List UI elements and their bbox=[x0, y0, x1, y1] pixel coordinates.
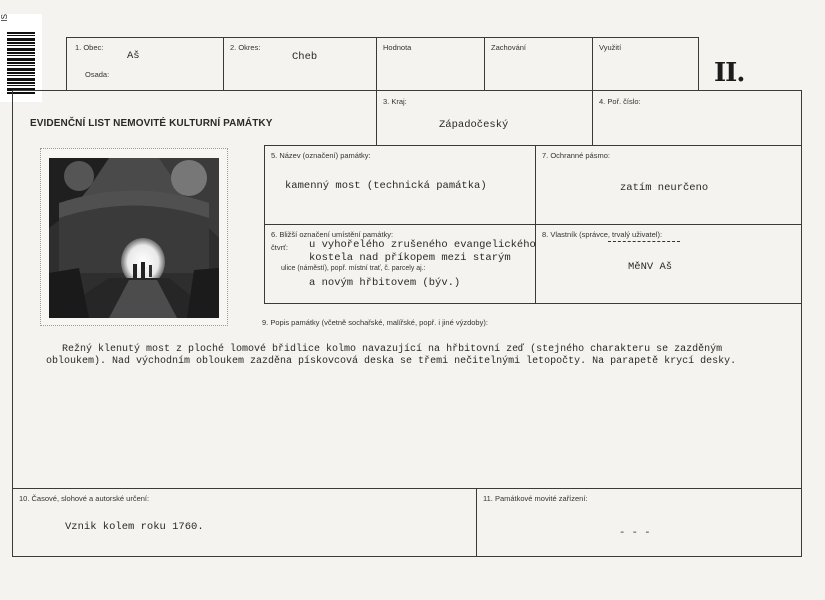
umisteni-cell bbox=[264, 224, 536, 304]
osada-label: Osada: bbox=[85, 70, 110, 79]
popis-label: 9. Popis památky (včetně sochařské, malířské, popř. i jiné výzdoby): bbox=[262, 318, 488, 327]
kraj-cell bbox=[376, 90, 593, 146]
por-cislo-label: 4. Poř. číslo: bbox=[599, 97, 641, 106]
movite-value: - - - bbox=[619, 527, 651, 539]
vlastnik-underline bbox=[608, 241, 680, 242]
kraj-label: 3. Kraj: bbox=[383, 97, 407, 106]
zachovani-cell bbox=[484, 37, 593, 91]
vyuziti-label: Využití bbox=[599, 43, 622, 52]
barcode-icon bbox=[7, 32, 35, 94]
popis-line-1: Režný klenutý most z ploché lomové břidlice kolmo navazující na hřbitovní zeď (stejného charakteru se zazděným bbox=[62, 344, 723, 355]
vlastnik-label: 8. Vlastník (správce, trvalý uživatel): bbox=[542, 230, 663, 239]
casove-label: 10. Časové, slohové a autorské určení: bbox=[19, 494, 150, 503]
ulice-label: ulice (náměstí), popř. místní trať, č. parcely aj.: bbox=[281, 265, 426, 272]
barcode-sticker bbox=[0, 14, 42, 102]
nazev-label: 5. Název (označení) památky: bbox=[271, 151, 371, 160]
vlastnik-value: MěNV Aš bbox=[628, 261, 673, 273]
form-title: EVIDENČNÍ LIST NEMOVITÉ KULTURNÍ PAMÁTKY bbox=[30, 118, 273, 129]
popis-line-2: obloukem). Nad východním obloukem zazděna pískovcová deska se třemi nečitelnými letopočty. Na parapetě krycí desky. bbox=[46, 356, 737, 367]
casove-value: Vznik kolem roku 1760. bbox=[65, 521, 204, 533]
okres-cell bbox=[223, 37, 377, 91]
hodnota-label: Hodnota bbox=[383, 43, 412, 52]
photo-frame bbox=[40, 148, 228, 326]
zachovani-label: Zachování bbox=[491, 43, 527, 52]
umisteni-label: 6. Bližší označení umístění památky: bbox=[271, 230, 394, 239]
casove-cell bbox=[12, 488, 477, 557]
barcode-text: IS bbox=[0, 14, 9, 22]
obec-value: Aš bbox=[127, 50, 140, 62]
ochranne-pasmo-label: 7. Ochranné pásmo: bbox=[542, 151, 610, 160]
hodnota-cell bbox=[376, 37, 485, 91]
ochranne-pasmo-cell bbox=[535, 145, 802, 225]
vyuziti-cell bbox=[592, 37, 699, 91]
por-cislo-cell bbox=[592, 90, 802, 146]
umisteni-line-3: a novým hřbitovem (býv.) bbox=[309, 277, 461, 289]
okres-value: Cheb bbox=[292, 51, 318, 63]
obec-label: 1. Obec: bbox=[75, 43, 104, 52]
umisteni-line-2: kostela nad příkopem mezi starým bbox=[309, 252, 511, 264]
ochranne-pasmo-value: zatím neurčeno bbox=[620, 182, 709, 194]
nazev-value: kamenný most (technická památka) bbox=[285, 180, 487, 192]
umisteni-line-1: u vyhořelého zrušeného evangelického bbox=[309, 239, 536, 251]
kraj-value: Západočeský bbox=[439, 119, 509, 131]
nazev-cell bbox=[264, 145, 536, 225]
okres-label: 2. Okres: bbox=[230, 43, 261, 52]
movite-label: 11. Památkové movité zařízení: bbox=[483, 494, 588, 503]
ctvrt-label: čtvrť: bbox=[271, 243, 288, 252]
bridge-photo bbox=[49, 158, 219, 318]
vlastnik-cell bbox=[535, 224, 802, 304]
side-mark: II. bbox=[714, 58, 745, 88]
obec-cell bbox=[66, 37, 224, 91]
movite-cell bbox=[476, 488, 802, 557]
